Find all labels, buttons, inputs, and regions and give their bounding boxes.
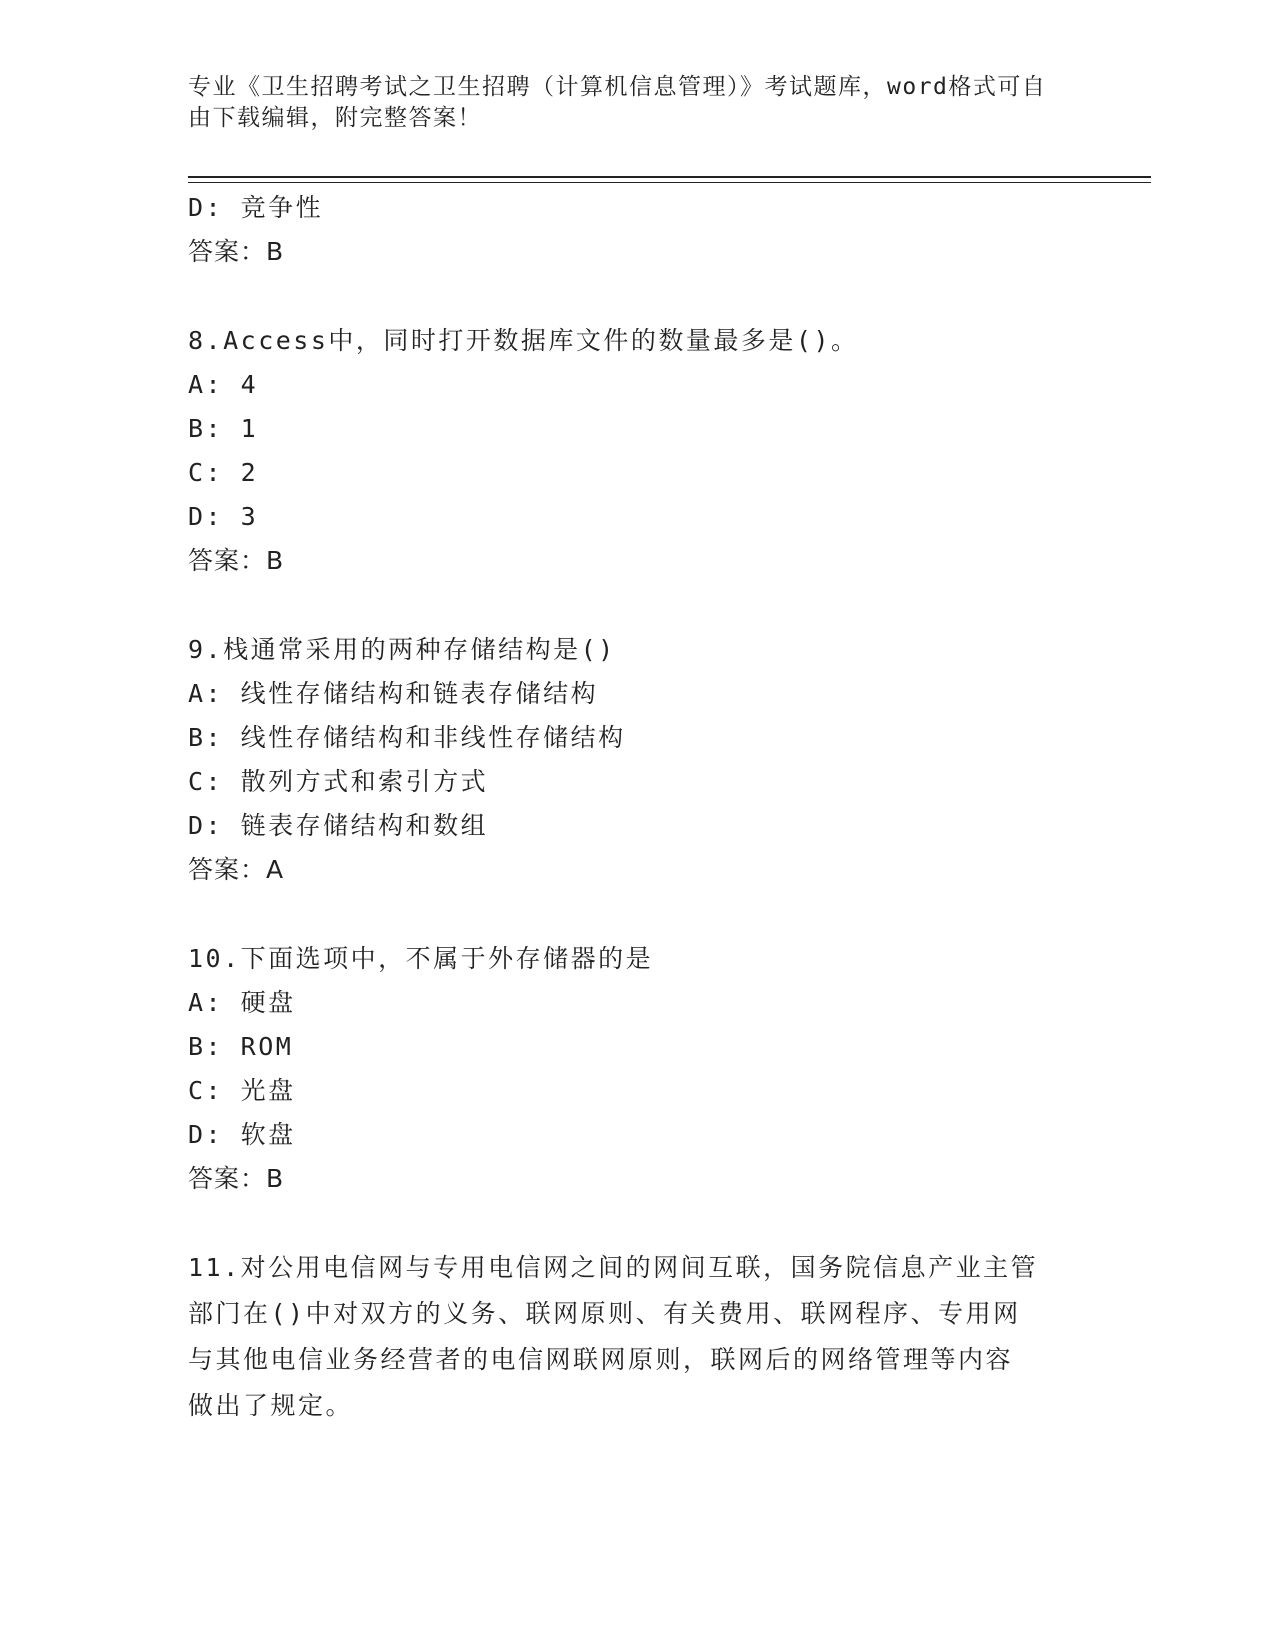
question-8-option-b: B: 1 xyxy=(188,414,259,443)
question-10-option-a: A: 硬盘 xyxy=(188,988,296,1017)
question-11-stem xyxy=(188,1245,1088,1429)
question-10-stem: 10.下面选项中，不属于外存储器的是 xyxy=(188,944,654,973)
question-8-stem: 8.Access中，同时打开数据库文件的数量最多是()。 xyxy=(188,326,859,355)
question-8-option-c: C: 2 xyxy=(188,458,259,487)
question-9-option-b: B: 线性存储结构和非线性存储结构 xyxy=(188,723,626,752)
question-11-line-4: 做出了规定。 xyxy=(188,1391,354,1420)
prev-answer: 答案：B xyxy=(188,237,285,266)
document-header xyxy=(188,72,1088,134)
header-divider-thin xyxy=(188,182,1151,183)
question-11-line-2: 部门在()中对双方的义务、联网原则、有关费用、联网程序、专用网 xyxy=(188,1299,1021,1328)
question-10-option-d: D: 软盘 xyxy=(188,1120,296,1149)
question-8-answer: 答案：B xyxy=(188,546,285,575)
question-9-option-a: A: 线性存储结构和链表存储结构 xyxy=(188,679,599,708)
prev-option-d: D: 竞争性 xyxy=(188,193,324,222)
question-8-option-d: D: 3 xyxy=(188,502,259,531)
question-9-option-d: D: 链表存储结构和数组 xyxy=(188,811,489,840)
question-11-line-1: 11.对公用电信网与专用电信网之间的网间互联，国务院信息产业主管 xyxy=(188,1253,1039,1282)
header-divider-thick xyxy=(188,176,1151,178)
question-10-answer: 答案：B xyxy=(188,1164,285,1193)
question-11-line-3: 与其他电信业务经营者的电信网联网原则，联网后的网络管理等内容 xyxy=(188,1345,1014,1374)
question-9-answer: 答案：A xyxy=(188,855,285,884)
header-line-1: 专业《卫生招聘考试之卫生招聘（计算机信息管理）》考试题库，word格式可自 xyxy=(188,74,1047,100)
question-9-stem: 9.栈通常采用的两种存储结构是() xyxy=(188,635,616,664)
question-10-option-b: B: ROM xyxy=(188,1032,294,1061)
question-10-option-c: C: 光盘 xyxy=(188,1076,296,1105)
header-line-2: 由下载编辑，附完整答案！ xyxy=(188,105,482,131)
question-9-option-c: C: 散列方式和索引方式 xyxy=(188,767,489,796)
question-8-option-a: A: 4 xyxy=(188,370,259,399)
